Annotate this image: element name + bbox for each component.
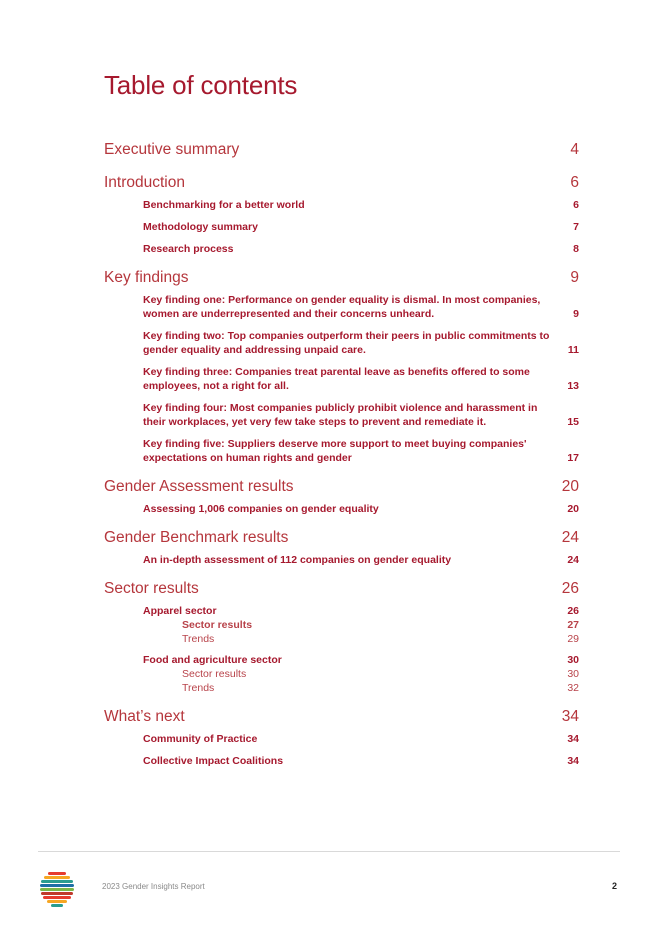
- toc-entry-page: 34: [567, 755, 579, 767]
- toc-entry-page: 15: [567, 416, 579, 428]
- toc-entry-page: 29: [567, 633, 579, 645]
- logo-stripe: [41, 892, 73, 895]
- toc-entry-title: Executive summary: [104, 141, 240, 158]
- toc-entry-title: Key finding two: Top companies outperform their peers in public commitments to gender equality and addressing unpaid care.: [143, 330, 550, 356]
- toc-entry-page: 34: [561, 708, 579, 725]
- toc-entry-title: Introduction: [104, 174, 185, 191]
- toc-entry-title: Benchmarking for a better world: [143, 199, 305, 211]
- toc-subsubsection[interactable]: [104, 667, 579, 681]
- toc-section[interactable]: [104, 172, 579, 194]
- toc-entry-page: 9: [570, 269, 579, 286]
- toc-section[interactable]: [104, 267, 579, 289]
- toc-entry-title: Key findings: [104, 269, 189, 286]
- logo-stripe: [41, 880, 73, 883]
- toc-entry-title: Community of Practice: [143, 733, 258, 745]
- toc-subsubsection[interactable]: [104, 618, 579, 632]
- toc-subsection[interactable]: [104, 437, 579, 465]
- footer-divider: [38, 851, 620, 852]
- toc-entry-title: Methodology summary: [143, 221, 258, 233]
- toc-entry-page: 30: [567, 668, 579, 680]
- toc-entry-title: Trends: [182, 682, 215, 694]
- toc-entry-title: Trends: [182, 633, 215, 645]
- toc-entry-page: 17: [567, 452, 579, 464]
- page-title: Table of contents: [104, 70, 298, 100]
- toc-entry-title: What’s next: [104, 708, 185, 725]
- toc-entry-page: 9: [573, 308, 579, 320]
- toc-subsection[interactable]: [104, 653, 579, 667]
- logo-stripe: [43, 896, 71, 899]
- toc-section[interactable]: [104, 139, 579, 161]
- toc-subsection[interactable]: [104, 732, 579, 746]
- logo-stripe: [44, 876, 70, 879]
- toc-section[interactable]: [104, 476, 579, 498]
- toc-subsection[interactable]: [104, 242, 579, 256]
- toc-section[interactable]: [104, 527, 579, 549]
- toc-section[interactable]: [104, 706, 579, 728]
- toc-subsection[interactable]: [104, 198, 579, 212]
- toc-entry-page: 20: [561, 478, 579, 495]
- toc-entry-title: Key finding four: Most companies publicly prohibit violence and harassment in their workplaces, yet very few take steps to prevent and remediate it.: [143, 402, 538, 428]
- toc-subsubsection[interactable]: [104, 632, 579, 646]
- toc-section[interactable]: [104, 578, 579, 600]
- toc-subsection[interactable]: [104, 401, 579, 429]
- toc-subsection[interactable]: [104, 754, 579, 768]
- toc-entry-title: Gender Benchmark results: [104, 529, 289, 546]
- toc-entry-title: Research process: [143, 243, 234, 255]
- toc-entry-page: 27: [567, 619, 579, 631]
- toc-entry-page: 30: [567, 654, 579, 666]
- toc-entry-page: 6: [573, 199, 579, 211]
- toc-entry-page: 34: [567, 733, 579, 745]
- footer-page-number: 2: [612, 881, 618, 891]
- toc-subsection[interactable]: [104, 293, 579, 321]
- toc-entry-title: Key finding one: Performance on gender equality is dismal. In most companies, women are underrepresented and their concerns unheard.: [143, 294, 541, 320]
- toc-entry-page: 26: [561, 580, 579, 597]
- toc-entry-page: 20: [567, 503, 579, 515]
- toc-entry-title: Collective Impact Coalitions: [143, 755, 284, 767]
- toc-entry-title: Food and agriculture sector: [143, 654, 282, 666]
- toc-entry-title: Assessing 1,006 companies on gender equality: [143, 503, 379, 515]
- logo-stripe: [51, 904, 63, 907]
- toc-entry-title: Key finding five: Suppliers deserve more support to meet buying companies' expectations on human rights and gender: [143, 438, 527, 464]
- logo-stripe: [40, 888, 74, 891]
- toc-list: [104, 139, 579, 768]
- toc-subsection[interactable]: [104, 604, 579, 618]
- toc-entry-title: Gender Assessment results: [104, 478, 294, 495]
- toc-entry-page: 24: [567, 554, 579, 566]
- toc-entry-title: An in-depth assessment of 112 companies on gender equality: [143, 554, 452, 566]
- toc-entry-title: Sector results: [182, 619, 253, 631]
- logo-stripe: [48, 872, 66, 875]
- toc-entry-title: Key finding three: Companies treat parental leave as benefits offered to some employees, not a right for all.: [143, 366, 530, 392]
- toc-entry-page: 8: [573, 243, 579, 255]
- logo-stripe: [47, 900, 67, 903]
- toc-entry-page: 26: [567, 605, 579, 617]
- toc-subsection[interactable]: [104, 329, 579, 357]
- toc-subsection[interactable]: [104, 553, 579, 567]
- toc-subsection[interactable]: [104, 220, 579, 234]
- toc-entry-title: Apparel sector: [143, 605, 217, 617]
- toc-entry-page: 13: [567, 380, 579, 392]
- toc-entry-page: 4: [570, 141, 579, 158]
- toc-entry-page: 32: [567, 682, 579, 694]
- toc-entry-page: 24: [561, 529, 579, 546]
- toc-entry-page: 7: [573, 221, 579, 233]
- toc-entry-page: 6: [570, 174, 579, 191]
- toc-subsection[interactable]: [104, 502, 579, 516]
- toc-entry-page: 11: [567, 344, 579, 356]
- toc-entry-title: Sector results: [104, 580, 199, 597]
- logo-stripe: [40, 884, 74, 887]
- toc-entry-title: Sector results: [182, 668, 247, 680]
- footer-report-title: 2023 Gender Insights Report: [102, 882, 205, 891]
- toc-subsubsection[interactable]: [104, 681, 579, 695]
- toc-subsection[interactable]: [104, 365, 579, 393]
- logo-icon: [38, 870, 76, 908]
